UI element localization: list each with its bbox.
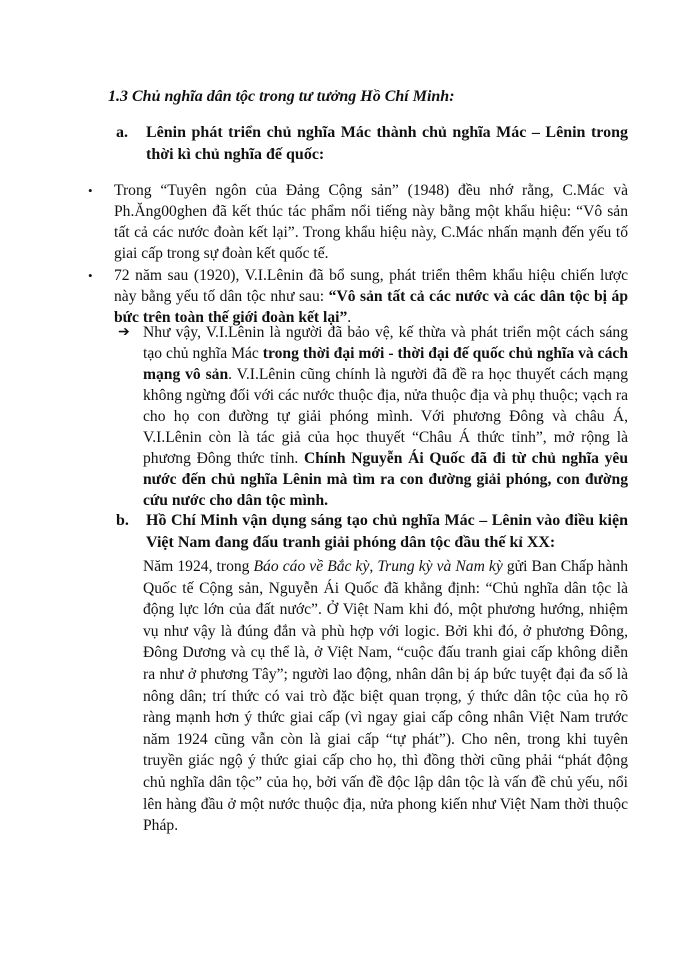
arrow-right-icon: ➔: [118, 325, 130, 340]
subsection-b-heading: [116, 510, 628, 554]
arrow-text-1: Như vậy, V.I.Lênin là người đã bảo vệ, kế thừa và phát triển một cách sáng tạo chủ nghĩa Mác: [143, 324, 628, 362]
subsection-b-label: b.: [116, 512, 129, 529]
bullet-2-slogan: “Vô sản tất cả các nước và các dân tộc bị áp bức trên toàn thế giới đoàn kết lại”: [114, 288, 629, 326]
subsection-a-label: a.: [116, 124, 128, 141]
body-b-intro: Năm 1924, trong: [143, 558, 254, 575]
subsection-a-title: Lênin phát triển chủ nghĩa Mác thành chủ nghĩa Mác – Lênin trong thời kì chủ nghĩa đế quốc:: [146, 124, 628, 163]
subsection-b-title: Hồ Chí Minh vận dụng sáng tạo chủ nghĩa Mác – Lênin vào điều kiện Việt Nam đang đấu tranh giải phóng dân tộc đầu thế kỉ XX:: [146, 512, 628, 551]
bullet-paragraph-2: [114, 265, 628, 328]
bullet-icon: •: [88, 268, 93, 283]
body-b-text: gửi Ban Chấp hành Quốc tế Cộng sản, Nguyễn Ái Quốc đã khẳng định: “Chủ nghĩa dân tộc là động lực lớn của đất nước”. Ở Việt Nam khi đó, một phương hướng, nhiệm vụ như vậy là đúng đắn và phù hợp với logic. Bởi khi đó, ở phương Đông, Đông Dương và cụ thể là, ở Việt Nam, “cuộc đấu tranh giai cấp không diễn ra như ở phương Tây”; người lao động, nhân dân bị áp bức tuyệt đại đa số là nông dân; trí thức có vai trò đặc biệt quan trọng, ý thức dân tộc của họ rõ ràng mạnh hơn ý thức giai cấp (vì ngay giai cấp công nhân Việt Nam trước năm 1924 cũng vẫn còn là giai cấp “tự phát”). Cho nên, trong khi tuyên truyền giác ngộ ý thức giai cấp cho họ, thì đồng thời cũng phải “phát động chủ nghĩa dân tộc” của họ, bởi vấn đề độc lập dân tộc là vấn đề chủ yếu, nổi lên hàng đầu ở một nước thuộc địa, nửa phong kiến như Việt Nam thời thuộc Pháp.: [143, 558, 628, 835]
section-heading: 1.3 Chủ nghĩa dân tộc trong tư tưởng Hồ Chí Minh:: [108, 88, 455, 105]
arrow-paragraph: [143, 322, 628, 511]
bullet-2-end: .: [347, 309, 352, 326]
bullet-2-text: 72 năm sau (1920), V.I.Lênin đã bổ sung, phát triển thêm khẩu hiệu chiến lược này bằng yếu tố dân tộc như sau:: [114, 267, 628, 305]
section-b-paragraph: [143, 556, 628, 837]
report-title: Báo cáo về Bắc kỳ, Trung kỳ và Nam kỳ: [253, 558, 503, 575]
bullet-paragraph-1: Trong “Tuyên ngôn của Đảng Cộng sản” (1948) đều nhớ rằng, C.Mác và Ph.Ăng00ghen đã kết thúc tác phẩm nổi tiếng này bằng một khẩu hiệu: “Vô sản tất cả các nước đoàn kết lại”. Trong khẩu hiệu này, C.Mác nhấn mạnh đến yếu tố giai cấp trong sự đoàn kết quốc tế.: [114, 182, 628, 262]
arrow-bold-1: trong thời đại mới - thời đại đế quốc chủ nghĩa và cách mạng vô sản: [143, 345, 628, 383]
arrow-text-2: . V.I.Lênin cũng chính là người đã đề ra học thuyết cách mạng không ngừng đối với các nước thuộc địa, nửa thuộc địa và phụ thuộc; vạch ra cho họ con đường tự giải phóng mình. Với phương Đông và châu Á, V.I.Lênin còn là tác giả của học thuyết “Châu Á thức tỉnh”, mở rộng là phương Đông thức tỉnh.: [143, 366, 629, 467]
arrow-bold-2: Chính Nguyễn Ái Quốc đã đi từ chủ nghĩa yêu nước đến chủ nghĩa Lênin mà tìm ra con đường giải phóng, con đường cứu nước cho dân tộc mình.: [143, 450, 628, 509]
subsection-a-heading: [116, 122, 628, 166]
bullet-icon: •: [88, 183, 93, 198]
